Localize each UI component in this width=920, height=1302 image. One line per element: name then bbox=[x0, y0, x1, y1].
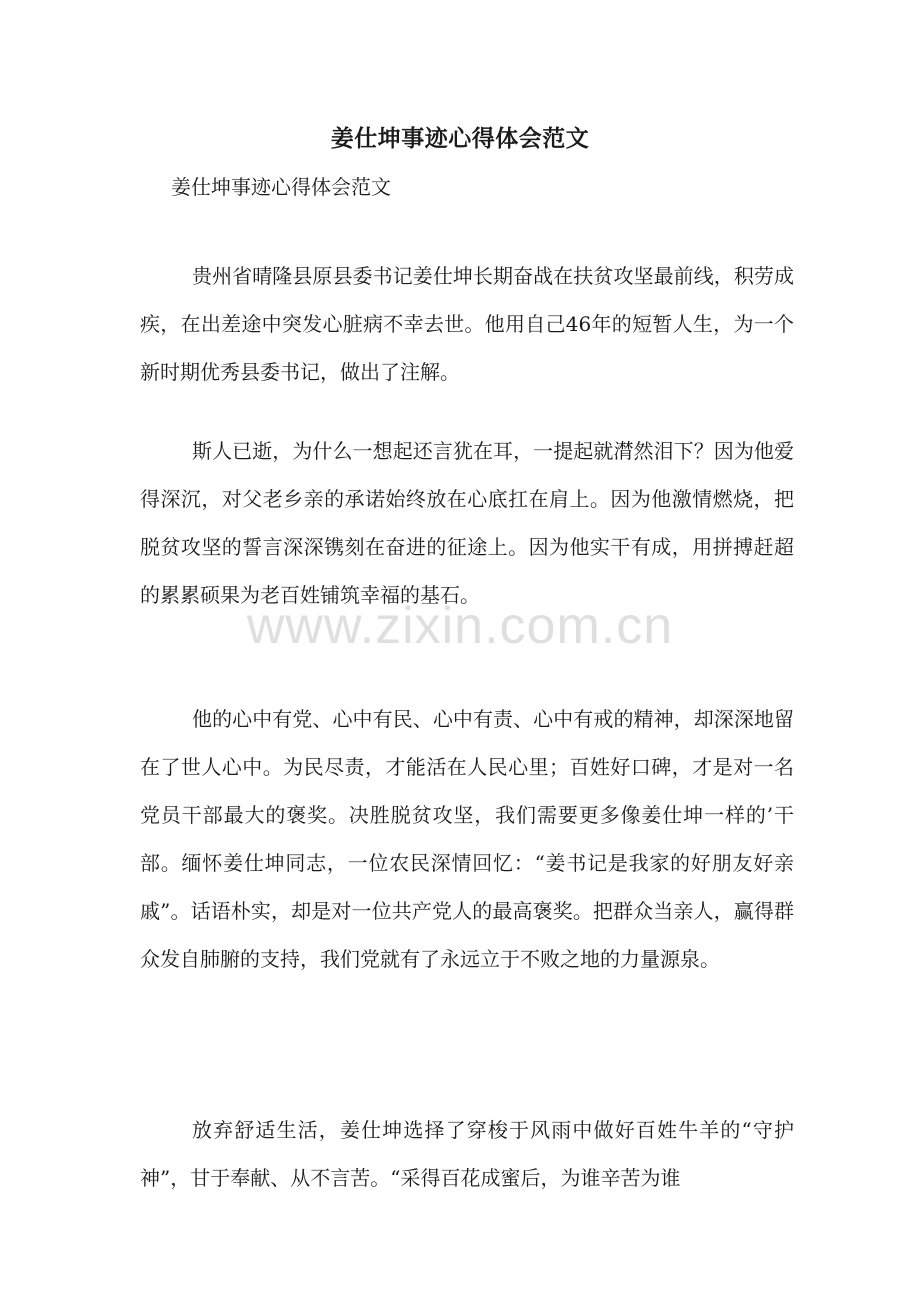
document-title: 姜仕坤事迹心得体会范文 bbox=[330, 125, 590, 152]
paragraph-1: 贵州省晴隆县原县委书记姜仕坤长期奋战在扶贫攻坚最前线，积劳成疾，在出差途中突发心脏病不幸去世。他用自己46年的短暂人生，为一个新时期优秀县委书记，做出了注解。 bbox=[140, 264, 794, 384]
paragraph-4: 放弃舒适生活，姜仕坤选择了穿梭于风雨中做好百姓牛羊的“守护神”，甘于奉献、从不言苦。“采得百花成蜜后，为谁辛苦为谁 bbox=[140, 1118, 794, 1190]
paragraph-3: 他的心中有党、心中有民、心中有责、心中有戒的精神，却深深地留在了世人心中。为民尽责，才能活在人民心里；百姓好口碑，才是对一名党员干部最大的褒奖。决胜脱贫攻坚，我们需要更多像姜仕坤一样的’干部。缅怀姜仕坤同志，一位农民深情回忆：“姜书记是我家的好朋友好亲戚”。话语朴实，却是对一位共产党人的最高褒奖。把群众当亲人，赢得群众发自肺腑的支持，我们党就有了永远立于不败之地的力量源泉。 bbox=[140, 707, 794, 971]
document-subtitle: 姜仕坤事迹心得体会范文 bbox=[171, 175, 391, 199]
paragraph-2: 斯人已逝，为什么一想起还言犹在耳，一提起就潸然泪下？因为他爱得深沉，对父老乡亲的承诺始终放在心底扛在肩上。因为他激情燃烧，把脱贫攻坚的誓言深深镌刻在奋进的征途上。因为他实干有成，用拼搏赶超的累累硕果为老百姓铺筑幸福的基石。 bbox=[140, 439, 794, 607]
watermark: www.zixin.com.cn bbox=[246, 597, 674, 655]
